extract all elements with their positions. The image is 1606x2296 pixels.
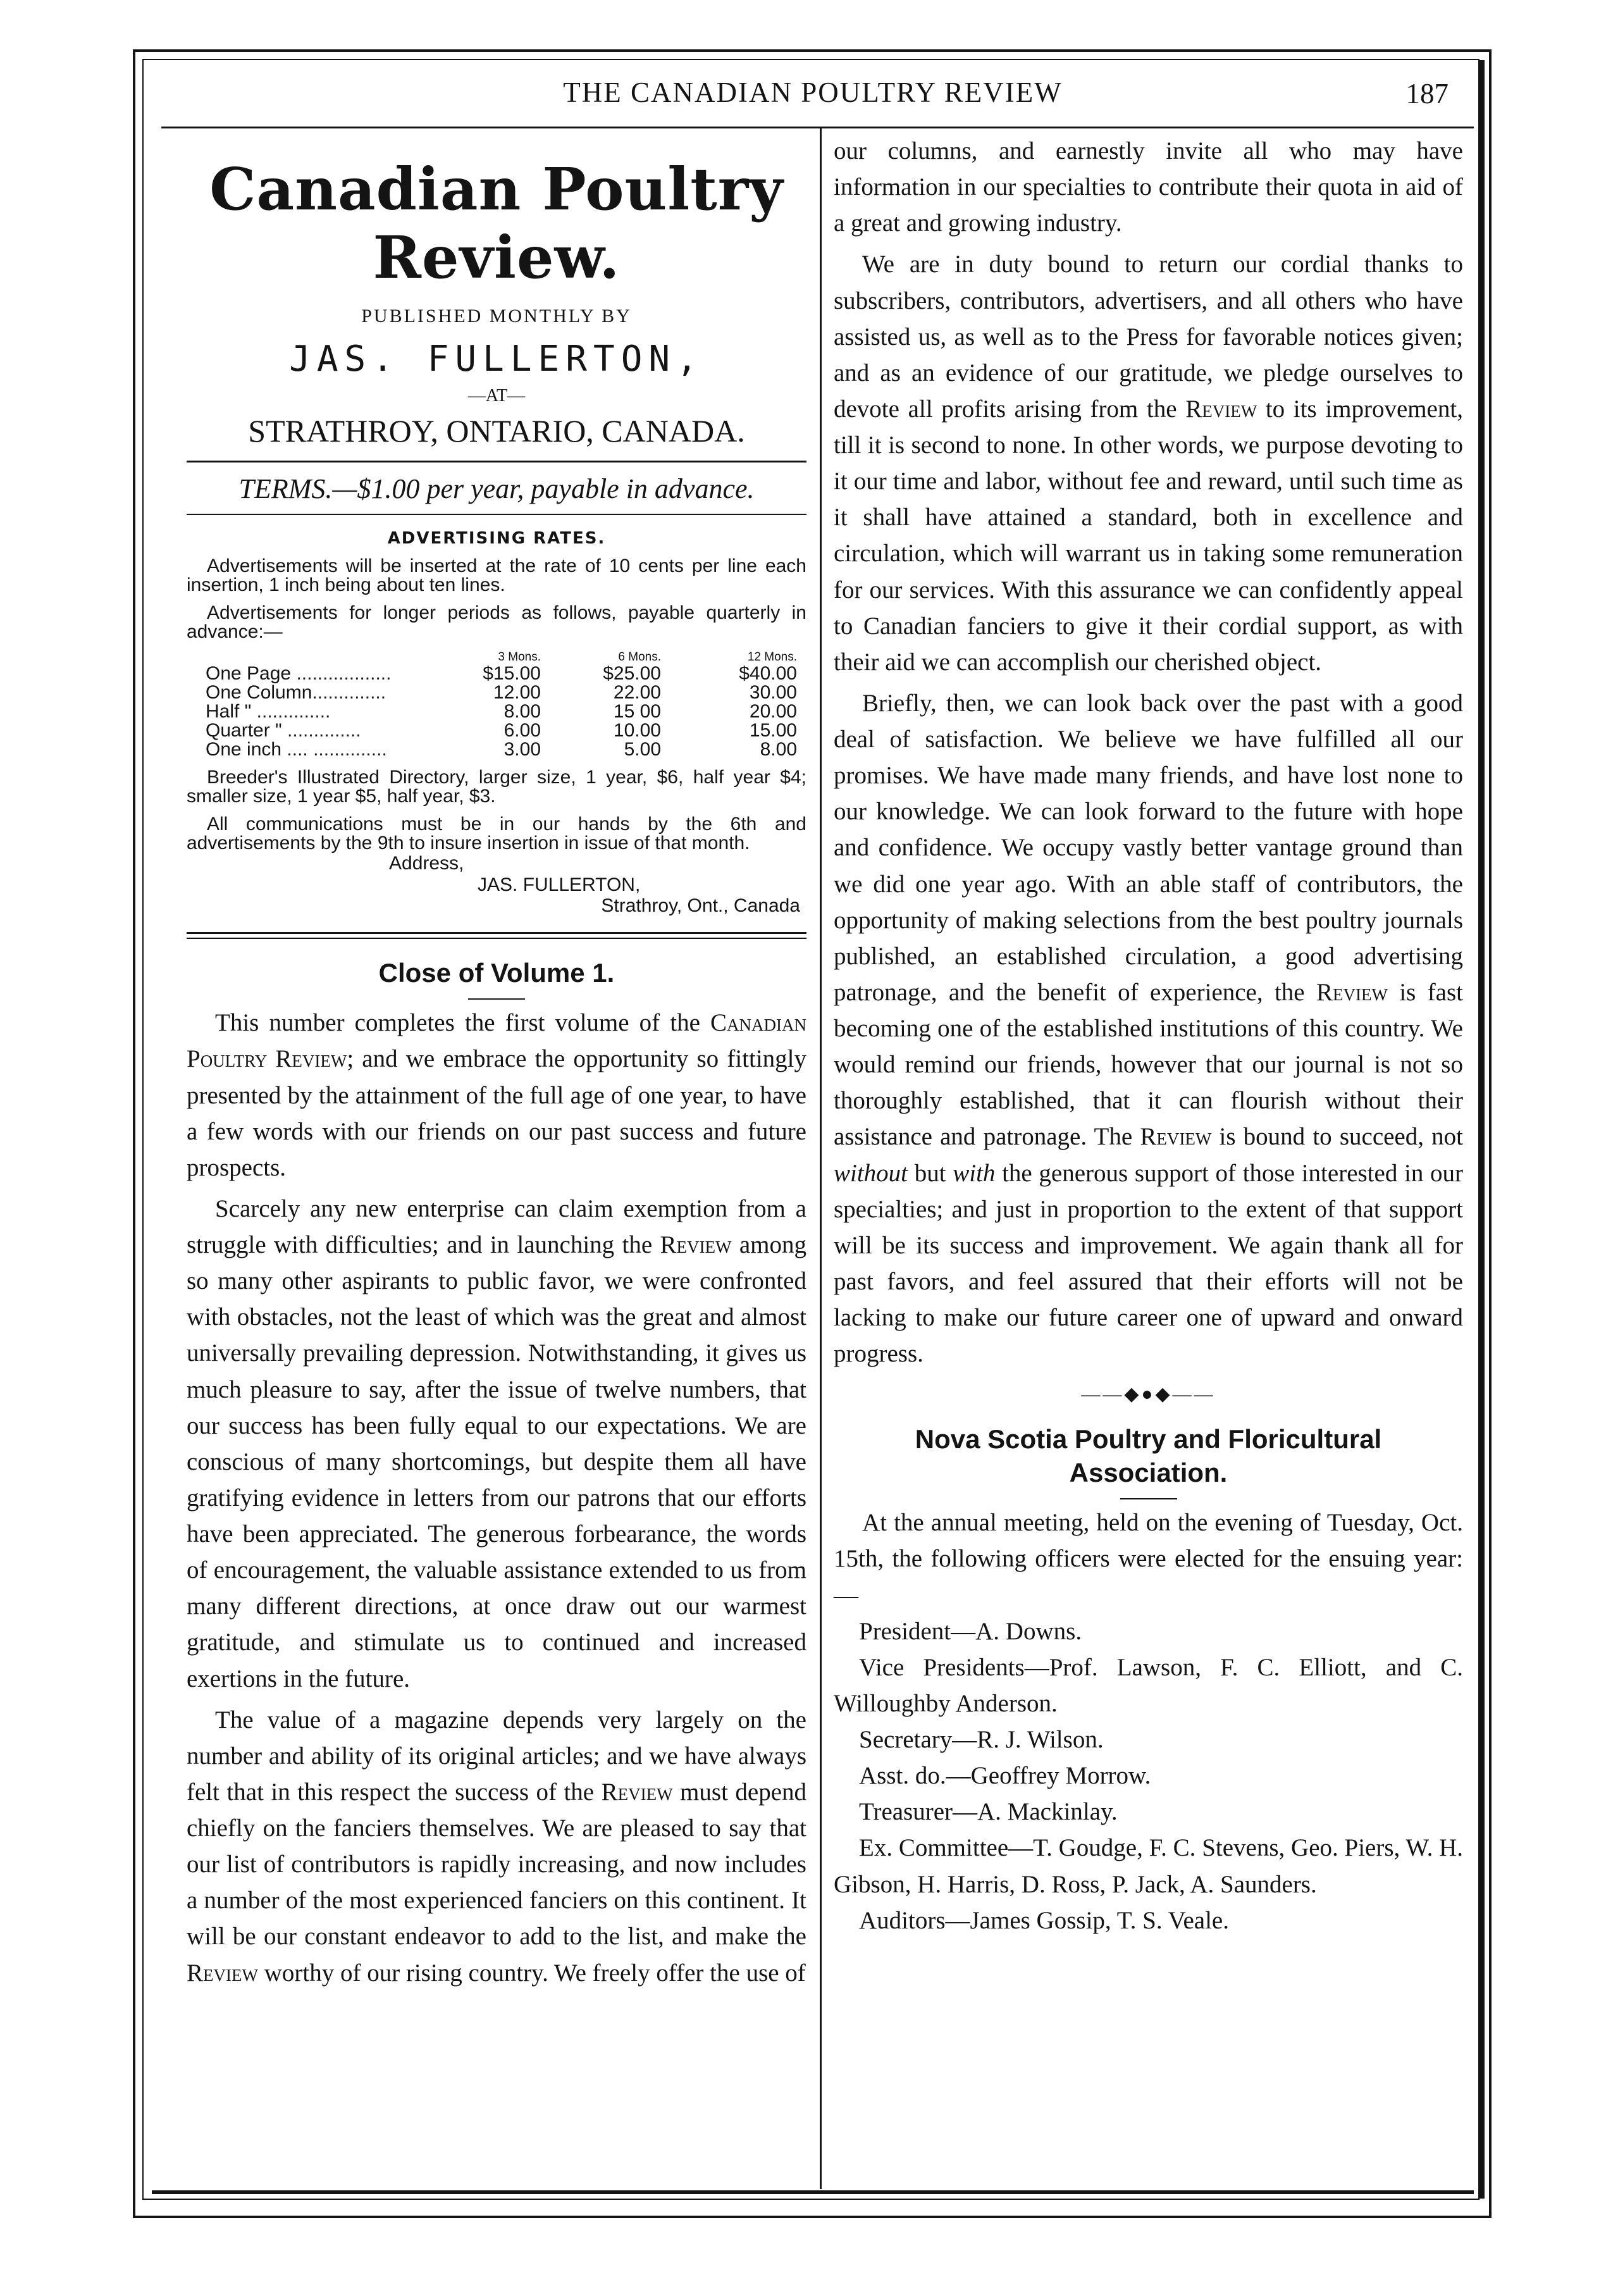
officer-entry: Auditors—James Gossip, T. S. Veale. bbox=[859, 1906, 1229, 1934]
rates-table-row bbox=[187, 721, 806, 740]
officer-entry: Asst. do.—Geoffrey Morrow. bbox=[859, 1762, 1151, 1790]
officer-entry: Secretary—R. J. Wilson. bbox=[859, 1726, 1104, 1753]
rates-table-row bbox=[187, 740, 806, 759]
page-frame-shadow bbox=[1478, 60, 1485, 2199]
article-paragraph: At the annual meeting, held on the evening of Tuesday, Oct. 15th, the following officers were elected for the ensuing year:— bbox=[834, 1509, 1463, 1609]
rates-table-row bbox=[187, 683, 806, 702]
address-place: Strathroy, Ont., Canada bbox=[601, 895, 800, 917]
masthead-title: Canadian Poultry Review. bbox=[209, 155, 784, 292]
rates-cell: 30.00 bbox=[749, 682, 797, 703]
rates-cell: Half " .............. bbox=[206, 701, 331, 722]
rates-cell: 8.00 bbox=[760, 739, 797, 760]
rates-cell: Quarter " .............. bbox=[206, 720, 361, 741]
article-title-line: Nova Scotia Poultry and Floricultural bbox=[915, 1424, 1382, 1455]
rates-cell: 15.00 bbox=[749, 720, 797, 741]
right-column bbox=[834, 133, 1463, 1939]
title-rule bbox=[468, 998, 525, 1000]
directory-rates: Breeder's Illustrated Directory, larger size, 1 year, $6, half year $4; smaller size, 1 year $5, half year, $3. bbox=[187, 767, 806, 807]
bottom-rule bbox=[152, 2190, 1474, 2194]
publisher-at: —AT— bbox=[467, 386, 526, 406]
rates-cell: $25.00 bbox=[603, 663, 661, 684]
column-rule bbox=[820, 127, 822, 2189]
header-rule bbox=[161, 127, 1474, 128]
rates-cell: $15.00 bbox=[483, 663, 541, 684]
article-title-line: Association. bbox=[1069, 1457, 1228, 1487]
article-paragraph: Scarcely any new enterprise can claim exemption from a struggle with difficulties; and in launching the Review among so many other aspirants to public favor, we were confronted with obstacles, not the least of which was the great and almost universally prevailing depression. Notwithstanding, it gives us much pleasure to say, after the issue of twelve numbers, that our success has been fully equal to our expectations. We are conscious of many shortcomings, but despite them all have gratifying evidence in letters from our patrons that our efforts have been appreciated. The generous forbearance, the words of encouragement, the valuable assistance extended to us from many different directions, at once draw out our warmest gratitude, and stimulate us to continued and increased exertions in the future. bbox=[187, 1195, 806, 1692]
rates-cell: 10.00 bbox=[613, 720, 661, 741]
rates-cell: 22.00 bbox=[613, 682, 661, 703]
section-ornament: ——◆●◆—— bbox=[1081, 1384, 1216, 1405]
address-label: Address, bbox=[389, 853, 464, 874]
advertising-paragraph: Advertisements will be inserted at the rate of 10 cents per line each insertion, 1 inch being about ten lines. bbox=[187, 555, 806, 595]
rates-cell: 5.00 bbox=[624, 739, 661, 760]
running-header bbox=[152, 71, 1474, 121]
article-title: Close of Volume 1. bbox=[378, 957, 615, 988]
rates-cell: 3.00 bbox=[503, 739, 541, 760]
published-by: PUBLISHED MONTHLY BY bbox=[361, 306, 632, 326]
article-paragraph: our columns, and earnestly invite all who may have information in our specialties to contribute their quota in aid of a great and growing industry. bbox=[834, 137, 1463, 237]
rates-cell: 8.00 bbox=[503, 701, 541, 722]
rates-cell: 6.00 bbox=[503, 720, 541, 741]
left-column bbox=[187, 130, 806, 1991]
article-paragraph: Briefly, then, we can look back over the past with a good deal of satisfaction. We believe we have fulfilled all our promises. We have made many friends, and have lost none to our knowledge. We can look forward to the future with hope and confidence. We occupy vastly better vantage ground than we did one year ago. With an able staff of contributors, the opportunity of making selections from the best poultry journals published, an established circulation, a good advertising patronage, and the benefit of experience, the Review is fast becoming one of the established institutions of this country. We would remind our friends, however that our journal is not so thoroughly established, that it can flourish without their assistance and patronage. The Review is bound to succeed, not without but with the generous support of those interested in our specialties; and just in proportion to the extent of that support will be its success and improvement. We again thank all for past favors, and feel assured that their efforts will not be lacking to make our future career one of upward and onward progress. bbox=[834, 689, 1463, 1368]
rates-cell: One inch .... .............. bbox=[206, 739, 387, 760]
rates-header-cell: 3 Mons. bbox=[498, 650, 541, 664]
terms-rule-top bbox=[187, 461, 806, 462]
officer-entry: Vice Presidents—Prof. Lawson, F. C. Elliott, and C. Willoughby Anderson. bbox=[834, 1653, 1463, 1717]
officer-entry: Ex. Committee—T. Goudge, F. C. Stevens, Geo. Piers, W. H. Gibson, H. Harris, D. Ross, P. Jack, A. Saunders. bbox=[834, 1834, 1463, 1898]
rates-cell: One Page .................. bbox=[206, 663, 392, 684]
rates-header-cell bbox=[187, 650, 449, 664]
advertising-heading: ADVERTISING RATES. bbox=[387, 529, 606, 548]
rates-header-cell: 12 Mons. bbox=[747, 650, 797, 664]
article-paragraph: This number completes the first volume of the Canadian Poultry Review; and we embrace the opportunity so fittingly presented by the attainment of the full age of one year, to have a few words with our friends on our past success and future prospects. bbox=[187, 1009, 806, 1181]
article-title bbox=[834, 1423, 1463, 1489]
rates-table-row bbox=[187, 664, 806, 683]
terms-rule-bottom bbox=[187, 514, 806, 515]
rates-cell: One Column.............. bbox=[206, 682, 386, 703]
rates-table-header bbox=[187, 650, 806, 664]
officer-entry: Treasurer—A. Mackinlay. bbox=[859, 1798, 1118, 1826]
section-double-rule bbox=[187, 932, 806, 939]
article-paragraph: The value of a magazine depends very largely on the number and ability of its original articles; and we have always felt that in this respect the success of the Review must depend chiefly on the fanciers themselves. We are pleased to say that our list of contributors is rapidly increasing, and now includes a number of the most experienced fanciers on this continent. It will be our constant endeavor to add to the list, and make the Review worthy of our rising country. We freely offer the use of bbox=[187, 1706, 806, 1987]
officer-entry: President—A. Downs. bbox=[859, 1617, 1082, 1645]
advertising-paragraph: Advertisements for longer periods as follows, payable quarterly in advance:— bbox=[187, 602, 806, 642]
rates-table-row bbox=[187, 702, 806, 721]
running-title: THE CANADIAN POULTRY REVIEW bbox=[563, 77, 1063, 108]
title-rule bbox=[1120, 1498, 1177, 1499]
address-name: JAS. FULLERTON, bbox=[478, 874, 641, 895]
communications-notice: All communications must be in our hands by the 6th and advertisements by the 9th to insure insertion in issue of that month. bbox=[187, 814, 806, 853]
publisher-name: JAS. FULLERTON, bbox=[289, 338, 704, 380]
page-number: 187 bbox=[1405, 78, 1448, 109]
address-block bbox=[187, 853, 806, 917]
subscription-terms: TERMS.—$1.00 per year, payable in advance. bbox=[238, 473, 755, 504]
article-paragraph: We are in duty bound to return our cordial thanks to subscribers, contributors, advertisers, and all others who have assisted us, as well as to the Press for favorable notices given; and as an evidence of our gratitude, we pledge ourselves to devote all profits arising from the Review to its improvement, till it is second to none. In other words, we purpose devoting to it our time and labor, without fee and reward, until such time as it shall have attained a standard, both in excellence and circulation, which will warrant us in taking some remuneration for our services. With this assurance we can confidently appeal to Canadian fanciers to give it their cordial support, as with their aid we can accomplish our cherished object. bbox=[834, 251, 1463, 676]
publisher-place: STRATHROY, ONTARIO, CANADA. bbox=[248, 413, 745, 449]
rates-cell: 20.00 bbox=[749, 701, 797, 722]
rates-cell: $40.00 bbox=[739, 663, 797, 684]
rates-cell: 12.00 bbox=[493, 682, 541, 703]
rates-cell: 15 00 bbox=[613, 701, 661, 722]
rates-header-cell: 6 Mons. bbox=[618, 650, 661, 664]
